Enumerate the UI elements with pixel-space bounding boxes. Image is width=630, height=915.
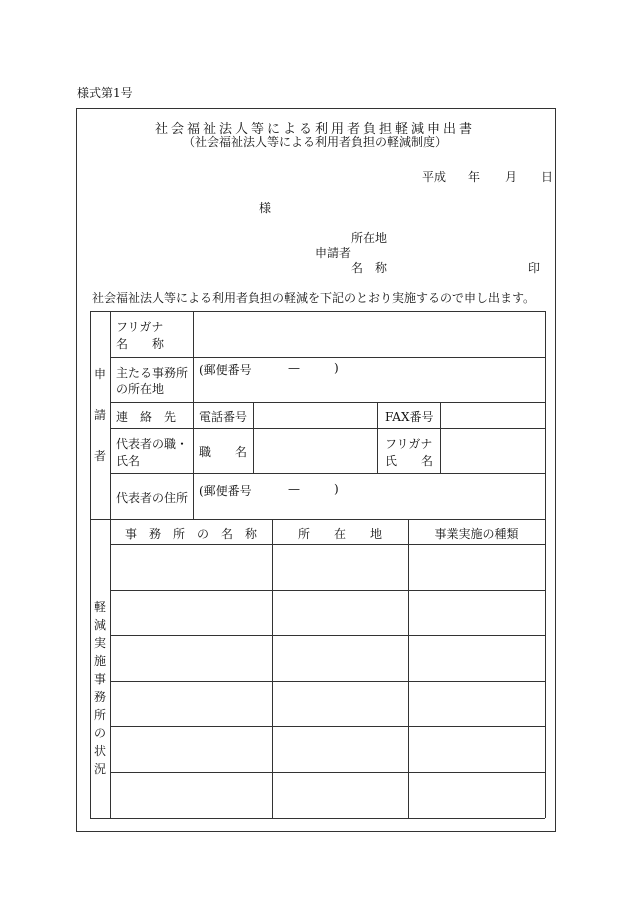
header-service-type: 事業実施の種類 xyxy=(434,527,519,541)
office-service-cell[interactable] xyxy=(410,728,543,770)
office-service-cell[interactable] xyxy=(410,637,543,679)
rule xyxy=(110,357,545,358)
office-service-cell[interactable] xyxy=(410,546,543,588)
rule xyxy=(545,311,546,519)
corp-name-field[interactable] xyxy=(195,320,543,354)
phone-field[interactable] xyxy=(255,404,375,426)
rule xyxy=(110,402,545,403)
office-service-cell[interactable] xyxy=(410,592,543,633)
office-address-field[interactable] xyxy=(195,376,543,400)
office-name-cell[interactable] xyxy=(112,637,270,679)
office-location-cell[interactable] xyxy=(274,637,406,679)
rep-furigana-label: フリガナ xyxy=(385,437,433,451)
office-name-cell[interactable] xyxy=(112,728,270,770)
rule xyxy=(110,635,545,636)
applicant-location-label: 所在地 xyxy=(351,231,388,245)
rule xyxy=(90,818,545,819)
rule xyxy=(193,311,194,519)
office-name-cell[interactable] xyxy=(112,683,270,724)
office-location-cell[interactable] xyxy=(274,774,406,816)
office-location-cell[interactable] xyxy=(274,546,406,588)
header-office-name: 事 務 所 の 名 称 xyxy=(124,527,257,541)
header-location: 所 在 地 xyxy=(297,527,382,541)
office-location-cell[interactable] xyxy=(274,728,406,770)
rule xyxy=(272,519,273,818)
rep-postal-label: (郵便番号 xyxy=(199,484,252,498)
rule xyxy=(110,428,545,429)
applicant-name-label: 名 称 xyxy=(351,261,388,275)
rule xyxy=(110,681,545,682)
office-label-2: の所在地 xyxy=(116,382,165,396)
office-label-1: 主たる事務所 xyxy=(116,366,189,380)
office-name-cell[interactable] xyxy=(112,546,270,588)
rule xyxy=(110,473,545,474)
rule xyxy=(377,402,378,473)
office-name-cell[interactable] xyxy=(112,774,270,816)
rule xyxy=(90,311,545,312)
applicant-label: 申請者 xyxy=(315,246,352,260)
date-day: 日 xyxy=(541,170,554,184)
form-number: 様式第1号 xyxy=(77,86,133,100)
contact-label: 連 絡 先 xyxy=(116,410,177,424)
position-label: 職 名 xyxy=(199,445,248,459)
rep-address-field[interactable] xyxy=(195,497,543,517)
rep-postal-dash: — xyxy=(288,482,300,496)
date-era: 平成 xyxy=(422,170,447,184)
corp-name-label: 名 称 xyxy=(116,337,165,351)
office-side-label: 軽 減 実 施 事 務 所 の 状 況 xyxy=(93,600,106,776)
rule xyxy=(90,311,91,519)
date-year: 年 xyxy=(468,170,481,184)
office-service-cell[interactable] xyxy=(410,774,543,816)
postal-label: (郵便番号 xyxy=(199,363,252,377)
rule xyxy=(110,311,111,519)
rep-postal-close: ) xyxy=(334,482,339,496)
postal-close: ) xyxy=(334,361,339,375)
rule xyxy=(545,519,546,818)
rule xyxy=(408,519,409,818)
office-location-cell[interactable] xyxy=(274,683,406,724)
rule xyxy=(90,519,545,520)
rule xyxy=(110,772,545,773)
rep-title-label-1: 代表者の職・ xyxy=(116,437,189,451)
rep-title-label-2: 氏名 xyxy=(116,454,141,468)
form-subtitle: （社会福祉法人等による利用者負担の軽減制度） xyxy=(182,135,447,149)
rule xyxy=(440,402,441,473)
applicant-side-label: 申 請 者 xyxy=(93,367,106,463)
rule xyxy=(110,544,545,545)
phone-label: 電話番号 xyxy=(199,410,248,424)
rep-name-field[interactable] xyxy=(442,430,543,471)
rule xyxy=(90,519,91,818)
office-service-cell[interactable] xyxy=(410,683,543,724)
rep-address-label: 代表者の住所 xyxy=(116,491,189,505)
furigana-label: フリガナ xyxy=(116,320,164,334)
date-month: 月 xyxy=(505,170,518,184)
statement-text: 社会福祉法人等による利用者負担の軽減を下記のとおり実施するので申し出ます。 xyxy=(92,291,536,305)
rule xyxy=(110,726,545,727)
rule xyxy=(253,402,254,473)
office-name-cell[interactable] xyxy=(112,592,270,633)
rule xyxy=(110,519,111,818)
seal-mark: 印 xyxy=(528,261,541,275)
position-field[interactable] xyxy=(255,430,375,471)
form-title: 社会福祉法人等による利用者負担軽減申出書 xyxy=(154,122,475,137)
addressee-suffix: 様 xyxy=(259,201,272,215)
rep-name-label: 氏 名 xyxy=(385,454,434,468)
fax-label: FAX番号 xyxy=(385,410,434,424)
fax-field[interactable] xyxy=(442,404,543,426)
postal-dash: — xyxy=(288,361,300,375)
rule xyxy=(110,590,545,591)
office-location-cell[interactable] xyxy=(274,592,406,633)
